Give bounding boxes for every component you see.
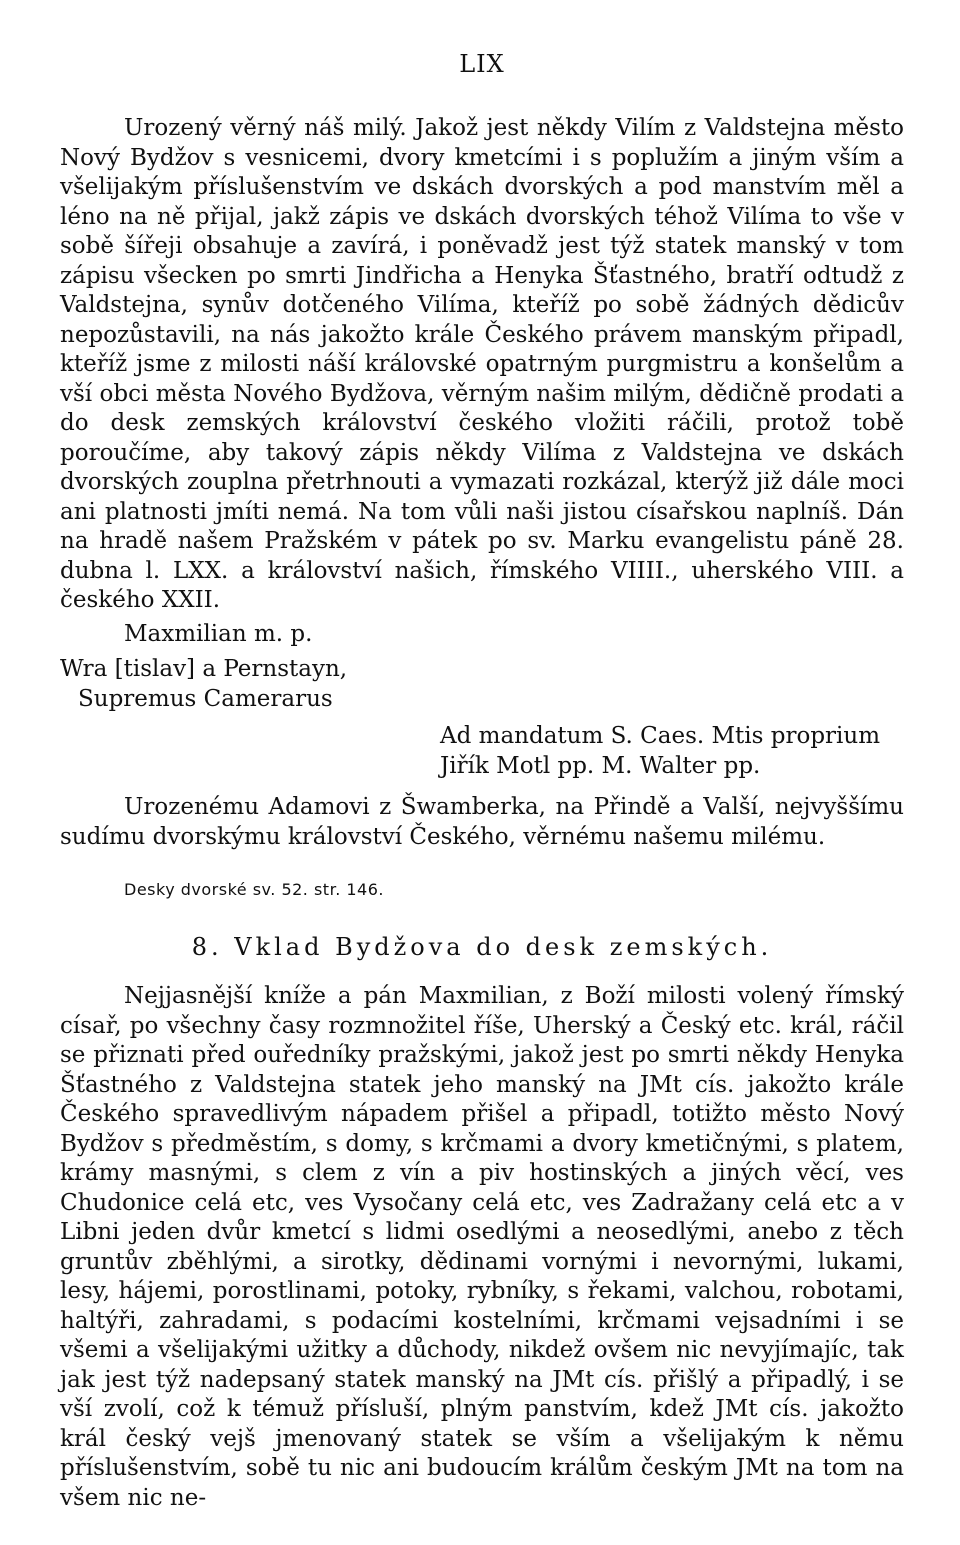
countersignature-name: Wra [tislav] a Pernstayn, (60, 656, 348, 682)
page-number: LIX (459, 50, 505, 78)
mandate-signers: Jiřík Motl pp. M. Walter pp. (440, 752, 761, 779)
letter-address: Urozenému Adamovi z Šwamberka, na Přindě a Valší, nejvyššímu sudímu dvorskýmu království Českého, věrnému našemu milému. (60, 794, 904, 850)
signature: Maxmilian m. p. (124, 620, 313, 647)
mandate-block (60, 722, 904, 781)
mandate-line: Ad mandatum S. Caes. Mtis proprium (440, 723, 881, 749)
section-body: Nejjasnější kníže a pán Maxmilian, z Boží milosti volený římský císař, po všechny časy rozmnožitel říše, Uherský a Český etc. král, ráčil se přiznati před ouředníky pražskými, jakož jest po smrti někdy Henyka Šťastného z Valdstejna statek jeho manský na JMt cís. jakožto krále Českého spravedlivým nápadem přišel a připadl, totižto město Nový Bydžov s předměstím, s domy, s krčmami a dvory kmetičnými, s platem, krámy masnými, s clem z vín a piv hostinských a jiných věcí, ves Chudonice celá etc, ves Vysočany celá etc, ves Zadražany celá etc a v Libni jeden dvůr kmetcí s lidmi osedlými a neosedlými, anebo z těch gruntův zběhlými, a sirotky, dědinami vornými i nevornými, lukami, lesy, hájemi, porostlinami, potoky, rybníky, s řekami, valchou, robotami, haltýři, zahradami, s podacími kostelními, krčmami vejsadními i se všemi a všelijakými užitky a důchody, nikdež ovšem nic nevyjímajíc, tak jak jest týž nadepsaný statek manský na JMt cís. přišlý a připadlý, i se vší zvolí, což k témuž přísluší, plným panstvím, kdež JMt cís. jakožto král český vejš jmenovaný statek se vším a všelijakým k němu příslušenstvím, sobě tu nic ani budoucím králům českým JMt na tom na všem nic ne- (60, 983, 904, 1511)
letter-body: Urozený věrný náš milý. Jakož jest někdy Vilím z Valdstejna město Nový Bydžov s vesnicemi, dvory kmetcími i s poplužím a jiným vším a všelijakým příslušenstvím ve dskách dvorských a pod manstvím měl a léno na ně přijal, jakž zápis ve dskách dvorských téhož Vilíma to vše v sobě šířeji obsahuje a zavírá, i poněvadž jest týž statek manský v tom zápisu všecken po smrti Jindřicha a Henyka Šťastného, bratří odtudž z Valdstejna, synův dotčeného Vilíma, kteříž po sobě žádných dědicův nepozůstavili, na nás jakožto krále Českého právem manským připadl, kteříž jsme z milosti náší královské opatrným purgmistru a konšelům a vší obci města Nového Bydžova, věrným našim milým, dědičně prodati a do desk zemských království českého vložiti ráčili, protož tobě poroučíme, aby takový zápis někdy Vilíma z Valdstejna ve dskách dvorských zouplna přetrhnouti a vymazati rozkázal, kterýž již dále moci ani platnosti jmíti nemá. Na tom vůli naši jistou císařskou naplníš. Dán na hradě našem Pražském v pátek po sv. Marku evangelistu páně 28. dubna l. LXX. a království našich, římského VIIII., uherského VIII. a českého XXII. (60, 115, 904, 613)
countersignature (60, 655, 904, 714)
section-heading: 8. Vklad Bydžova do desk zemských. (191, 932, 773, 961)
source-citation: Desky dvorské sv. 52. str. 146. (124, 880, 384, 899)
countersignature-title: Supremus Camerarus (78, 685, 333, 712)
